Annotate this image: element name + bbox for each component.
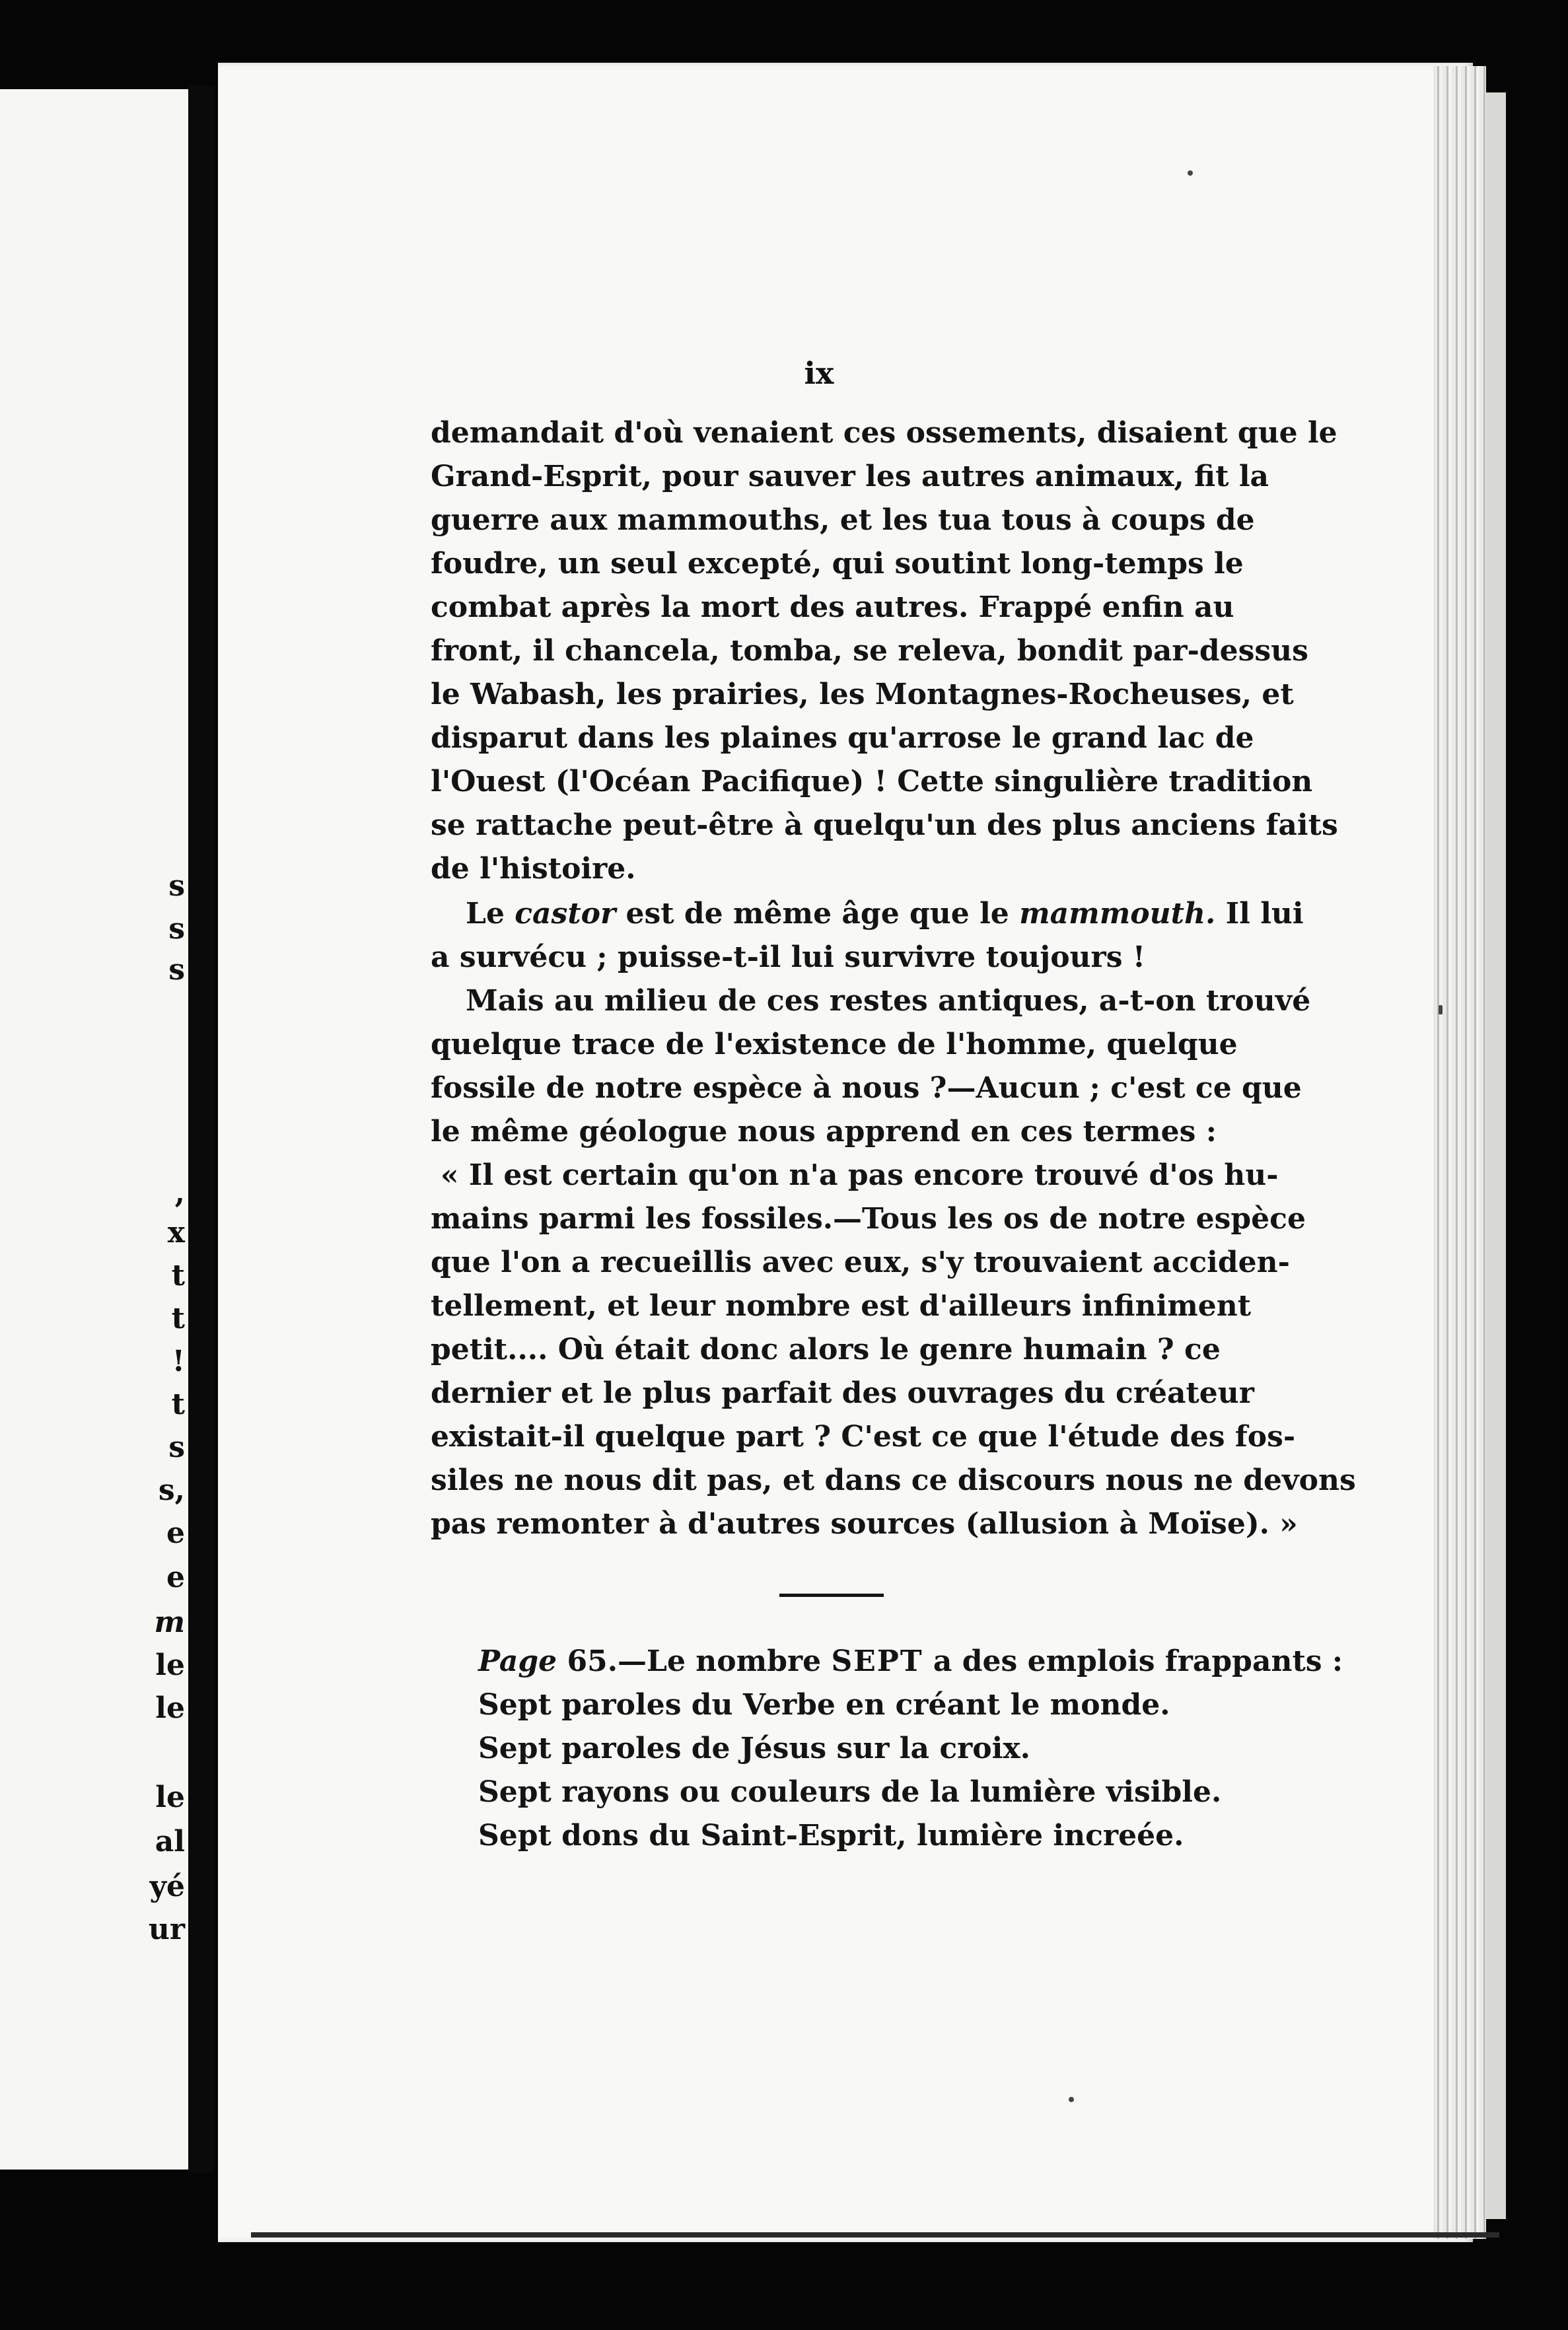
page-bottom-edge	[251, 2232, 1499, 2238]
italic-word: mammouth.	[1019, 897, 1216, 931]
left-fragment: al	[155, 1825, 185, 1858]
left-fragment: s	[168, 1430, 185, 1464]
left-fragment: le	[155, 1648, 185, 1682]
text-line: de l'histoire.	[431, 852, 636, 886]
italic-word: castor	[515, 897, 616, 931]
note-line	[478, 1644, 1343, 1679]
text-line: front, il chancela, tomba, se releva, bondit par-dessus	[431, 634, 1308, 668]
text-line: combat après la mort des autres. Frappé enfin au	[431, 590, 1234, 624]
section-divider	[779, 1594, 884, 1597]
left-fragment: s	[168, 912, 185, 946]
left-page	[0, 89, 188, 2170]
text-span: est de même âge que le	[616, 897, 1020, 931]
italic-word: Page	[478, 1644, 557, 1678]
text-line: a survécu ; puisse-t-il lui survivre toujours !	[431, 940, 1146, 974]
left-fragment: x	[167, 1216, 185, 1250]
left-fragment: s	[168, 869, 185, 903]
text-line: demandait d'où venaient ces ossements, disaient que le	[431, 416, 1337, 450]
left-fragment: s,	[158, 1473, 185, 1507]
text-line: fossile de notre espèce à nous ?—Aucun ; c'est ce que	[431, 1071, 1302, 1105]
left-fragment: m	[154, 1606, 185, 1639]
text-line: Mais au milieu de ces restes antiques, a-t-on trouvé	[466, 984, 1311, 1018]
list-item: Sept rayons ou couleurs de la lumière visible.	[478, 1775, 1222, 1809]
text-span: a des emplois frappants :	[923, 1644, 1343, 1678]
text-line: disparut dans les plaines qu'arrose le grand lac de	[431, 721, 1254, 755]
text-line: quelque trace de l'existence de l'homme, quelque	[431, 1028, 1238, 1061]
left-fragment: !	[172, 1345, 185, 1378]
speck	[1439, 1005, 1443, 1014]
list-item: Sept paroles du Verbe en créant le monde.	[478, 1688, 1170, 1722]
text-line: Grand-Esprit, pour sauver les autres animaux, fit la	[431, 460, 1269, 493]
left-fragment: t	[171, 1388, 185, 1421]
quote-line: que l'on a recueillis avec eux, s'y trouvaient acciden-	[431, 1246, 1290, 1279]
list-item: Sept dons du Saint-Esprit, lumière increée.	[478, 1819, 1184, 1853]
small-caps-word: SEPT	[831, 1644, 923, 1678]
text-line: le même géologue nous apprend en ces termes :	[431, 1115, 1217, 1148]
text-line: guerre aux mammouths, et les tua tous à coups de	[431, 503, 1255, 537]
left-fragment: ,	[174, 1176, 185, 1210]
page-edge	[1433, 66, 1486, 2239]
page-number: ix	[804, 355, 834, 391]
quote-line: dernier et le plus parfait des ouvrages du créateur	[431, 1376, 1254, 1410]
left-fragment: ur	[148, 1913, 185, 1946]
text-span: 65.—Le nombre	[557, 1644, 832, 1678]
text-span: Il lui	[1215, 897, 1304, 931]
left-fragment: yé	[149, 1870, 185, 1903]
book-gutter	[188, 86, 215, 2173]
left-fragment: le	[155, 1691, 185, 1725]
quote-line: siles ne nous dit pas, et dans ce discours nous ne devons	[431, 1464, 1356, 1497]
text-line: foudre, un seul excepté, qui soutint long-temps le	[431, 547, 1244, 581]
quote-line: petit.... Où était donc alors le genre humain ? ce	[431, 1333, 1221, 1366]
quote-line: pas remonter à d'autres sources (allusion à Moïse). »	[431, 1507, 1298, 1541]
quote-line: existait-il quelque part ? C'est ce que l'étude des fos-	[431, 1420, 1296, 1454]
text-line: l'Ouest (l'Océan Pacifique) ! Cette singulière tradition	[431, 765, 1313, 798]
text-span: Le	[466, 897, 515, 931]
speck	[1188, 170, 1193, 176]
text-line: se rattache peut-être à quelqu'un des plus anciens faits	[431, 808, 1338, 842]
left-fragment: e	[166, 1516, 185, 1550]
quote-line: mains parmi les fossiles.—Tous les os de notre espèce	[431, 1202, 1306, 1236]
left-fragment: t	[171, 1302, 185, 1335]
text-line: le Wabash, les prairies, les Montagnes-Rocheuses, et	[431, 678, 1294, 711]
left-fragment: e	[166, 1561, 185, 1594]
quote-line: « Il est certain qu'on n'a pas encore trouvé d'os hu-	[441, 1158, 1279, 1192]
left-fragment: s	[168, 953, 185, 987]
castor-line	[466, 897, 1304, 932]
left-fragment: t	[171, 1259, 185, 1292]
quote-line: tellement, et leur nombre est d'ailleurs infiniment	[431, 1289, 1252, 1323]
page-edge-shadow	[1486, 92, 1506, 2219]
list-item: Sept paroles de Jésus sur la croix.	[478, 1732, 1030, 1765]
left-fragment: le	[155, 1781, 185, 1814]
speck	[1069, 2097, 1074, 2102]
